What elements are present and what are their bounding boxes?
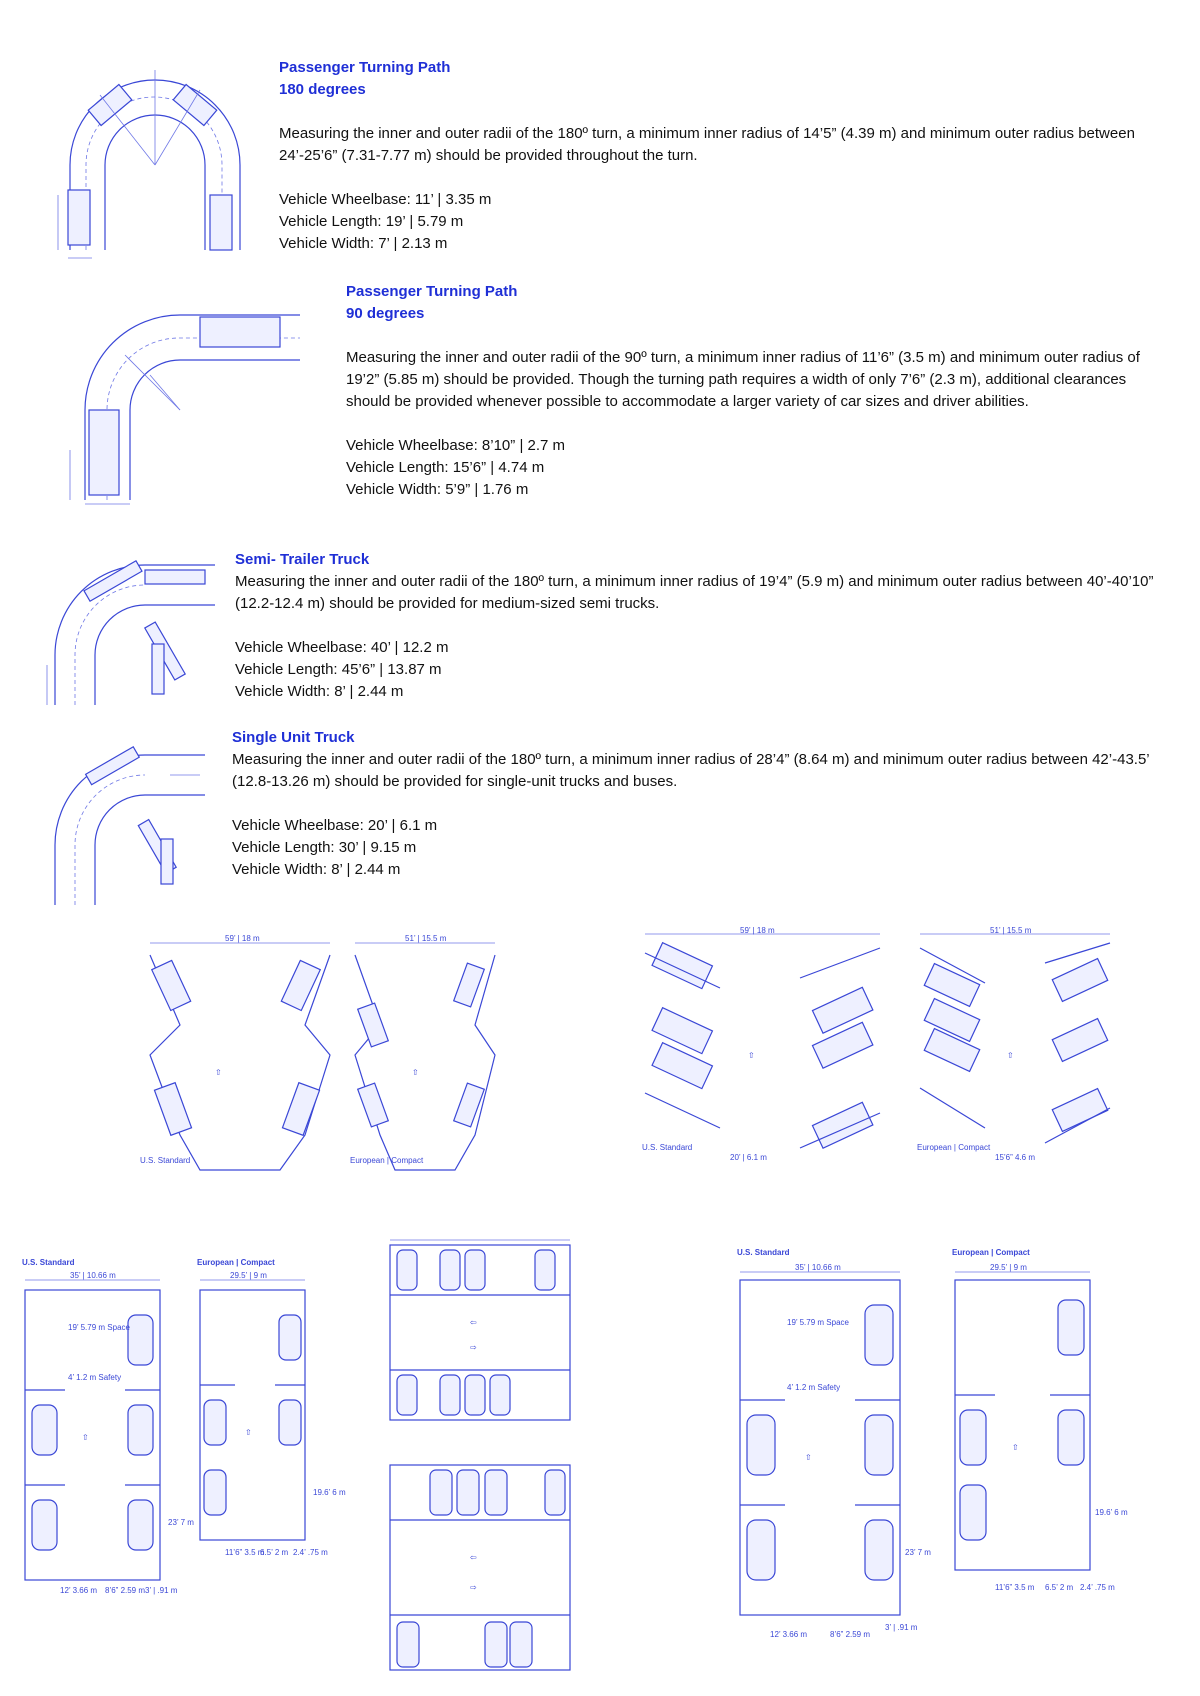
svg-text:European | Compact: European | Compact <box>952 1248 1030 1257</box>
spec-length: Vehicle Length: 15’6” | 4.74 m <box>346 459 545 476</box>
svg-text:29.5’ | 9 m: 29.5’ | 9 m <box>990 1263 1027 1272</box>
svg-text:⇦: ⇦ <box>470 1318 477 1327</box>
svg-text:2.4’ .75 m: 2.4’ .75 m <box>1080 1583 1115 1592</box>
svg-text:⇨: ⇨ <box>470 1343 477 1352</box>
spec-width: Vehicle Width: 8’ | 2.44 m <box>235 683 404 700</box>
svg-text:12’ 3.66 m: 12’ 3.66 m <box>60 1586 98 1595</box>
svg-text:European | Compact: European | Compact <box>917 1143 991 1152</box>
section-subtitle: 180 degrees <box>279 81 366 98</box>
perpendicular-parking-us-two-row-drawing <box>385 1460 585 1675</box>
section-title: Semi- Trailer Truck <box>235 551 370 568</box>
section-description: Measuring the inner and outer radii of the 180º turn, a minimum inner radius of 19’4” (5.9 m) and minimum outer radius between 40’-40’10” (12.2-12.4 m) should be provided for medium-sized semi trucks. <box>235 573 1154 612</box>
svg-text:20’ | 6.1 m: 20’ | 6.1 m <box>730 1153 767 1162</box>
svg-text:⇦: ⇦ <box>470 1553 477 1562</box>
svg-text:19’ 5.79 m Space: 19’ 5.79 m Space <box>68 1323 130 1332</box>
svg-text:⇧: ⇧ <box>805 1453 812 1462</box>
section-title: Passenger Turning Path <box>346 283 518 300</box>
svg-text:12’ 3.66 m: 12’ 3.66 m <box>770 1630 808 1639</box>
svg-text:6.5’ 2 m: 6.5’ 2 m <box>260 1548 289 1557</box>
svg-text:4’ 1.2 m Safety: 4’ 1.2 m Safety <box>68 1373 122 1382</box>
section-title: Single Unit Truck <box>232 729 355 746</box>
section-description: Measuring the inner and outer radii of the 90º turn, a minimum inner radius of 11’6” (3.5 m) and minimum outer radius of 19’2” (5.85 m) should be provided. Though the turning path requires a width of only 7’6” (2.3 m), additional clearances should be provided whenever possible to accommodate a larger variety of car sizes and driver abilities. <box>346 349 1140 410</box>
svg-text:3’ | .91 m: 3’ | .91 m <box>885 1623 918 1632</box>
section-subtitle: 90 degrees <box>346 305 425 322</box>
parallel-parking-euro-drawing <box>195 1255 346 1575</box>
turning-path-90-drawing <box>55 300 305 505</box>
svg-text:⇧: ⇧ <box>748 1051 755 1060</box>
svg-text:4’ 1.2 m Safety: 4’ 1.2 m Safety <box>787 1383 841 1392</box>
spec-wheelbase: Vehicle Wheelbase: 20’ | 6.1 m <box>232 817 438 834</box>
semi-trailer-turning-drawing <box>45 545 225 710</box>
svg-text:⇧: ⇧ <box>1007 1051 1014 1060</box>
svg-text:⇧: ⇧ <box>412 1068 419 1077</box>
svg-text:⇧: ⇧ <box>82 1433 89 1442</box>
parallel-parking-us-large-drawing <box>735 1245 935 1645</box>
section-single-unit <box>232 727 1157 881</box>
spec-length: Vehicle Length: 19’ | 5.79 m <box>279 213 464 230</box>
svg-text:15’6” 4.6 m: 15’6” 4.6 m <box>995 1153 1036 1162</box>
turning-path-180-drawing <box>50 55 260 260</box>
angled-parking-us-diagonal-drawing <box>640 928 885 1173</box>
svg-text:59’ | 18 m: 59’ | 18 m <box>740 926 775 935</box>
svg-text:11’6” 3.5 m: 11’6” 3.5 m <box>995 1583 1035 1592</box>
spec-width: Vehicle Width: 7’ | 2.13 m <box>279 235 448 252</box>
svg-text:19.6’ 6 m: 19.6’ 6 m <box>313 1488 346 1497</box>
svg-text:⇧: ⇧ <box>245 1428 252 1437</box>
dimension-label: 51’ | 15.5 m <box>405 934 447 943</box>
section-description: Measuring the inner and outer radii of the 180º turn, a minimum inner radius of 28’4” (8.64 m) and minimum outer radius between 42’-43.5’ (12.8-13.26 m) should be provided for single-unit trucks and buses. <box>232 751 1150 790</box>
single-unit-truck-turning-drawing <box>45 735 210 910</box>
perpendicular-parking-two-row-drawing <box>385 1235 585 1425</box>
parallel-parking-us-drawing <box>20 1255 194 1595</box>
svg-text:35’ | 10.66 m: 35’ | 10.66 m <box>795 1263 841 1272</box>
svg-text:19.6’ 6 m: 19.6’ 6 m <box>1095 1508 1128 1517</box>
us-standard-label: U.S. Standard <box>140 1156 191 1165</box>
section-180-passenger <box>279 57 1159 255</box>
svg-text:51’ | 15.5 m: 51’ | 15.5 m <box>990 926 1032 935</box>
euro-compact-label: European | Compact <box>350 1156 424 1165</box>
section-title: Passenger Turning Path <box>279 59 451 76</box>
svg-text:19’ 5.79 m Space: 19’ 5.79 m Space <box>787 1318 849 1327</box>
svg-text:⇨: ⇨ <box>470 1583 477 1592</box>
section-90-passenger <box>346 281 1161 501</box>
svg-text:U.S. Standard: U.S. Standard <box>642 1143 693 1152</box>
spec-length: Vehicle Length: 45’6” | 13.87 m <box>235 661 442 678</box>
svg-text:3’ | .91 m: 3’ | .91 m <box>145 1586 178 1595</box>
svg-text:⇧: ⇧ <box>1012 1443 1019 1452</box>
spec-width: Vehicle Width: 8’ | 2.44 m <box>232 861 401 878</box>
spec-wheelbase: Vehicle Wheelbase: 8’10” | 2.7 m <box>346 437 566 454</box>
svg-text:29.5’ | 9 m: 29.5’ | 9 m <box>230 1271 267 1280</box>
svg-text:23’ 7 m: 23’ 7 m <box>905 1548 931 1557</box>
svg-text:35’ | 10.66 m: 35’ | 10.66 m <box>70 1271 116 1280</box>
spec-wheelbase: Vehicle Wheelbase: 40’ | 12.2 m <box>235 639 449 656</box>
angled-parking-euro-drawing <box>350 935 500 1175</box>
section-description: Measuring the inner and outer radii of the 180º turn, a minimum inner radius of 14’5” (4.39 m) and minimum outer radius between 24’-25’6” (7.31-7.77 m) should be provided throughout the turn. <box>279 125 1135 164</box>
svg-text:European | Compact: European | Compact <box>197 1258 275 1267</box>
svg-text:8’6” 2.59 m: 8’6” 2.59 m <box>105 1586 146 1595</box>
svg-text:23’ 7 m: 23’ 7 m <box>168 1518 194 1527</box>
dimension-label: 59’ | 18 m <box>225 934 260 943</box>
svg-text:11’6” 3.5 m: 11’6” 3.5 m <box>225 1548 265 1557</box>
svg-text:U.S. Standard: U.S. Standard <box>22 1258 75 1267</box>
spec-length: Vehicle Length: 30’ | 9.15 m <box>232 839 417 856</box>
svg-text:U.S. Standard: U.S. Standard <box>737 1248 790 1257</box>
parallel-parking-euro-large-drawing <box>950 1245 1150 1605</box>
angled-parking-euro-diagonal-drawing <box>915 928 1115 1173</box>
angled-parking-us-drawing <box>140 935 340 1175</box>
svg-text:6.5’ 2 m: 6.5’ 2 m <box>1045 1583 1074 1592</box>
svg-text:⇧: ⇧ <box>215 1068 222 1077</box>
spec-width: Vehicle Width: 5’9” | 1.76 m <box>346 481 529 498</box>
spec-wheelbase: Vehicle Wheelbase: 11’ | 3.35 m <box>279 191 492 208</box>
svg-text:2.4’ .75 m: 2.4’ .75 m <box>293 1548 328 1557</box>
svg-text:8’6” 2.59 m: 8’6” 2.59 m <box>830 1630 871 1639</box>
section-semi-trailer <box>235 549 1155 703</box>
